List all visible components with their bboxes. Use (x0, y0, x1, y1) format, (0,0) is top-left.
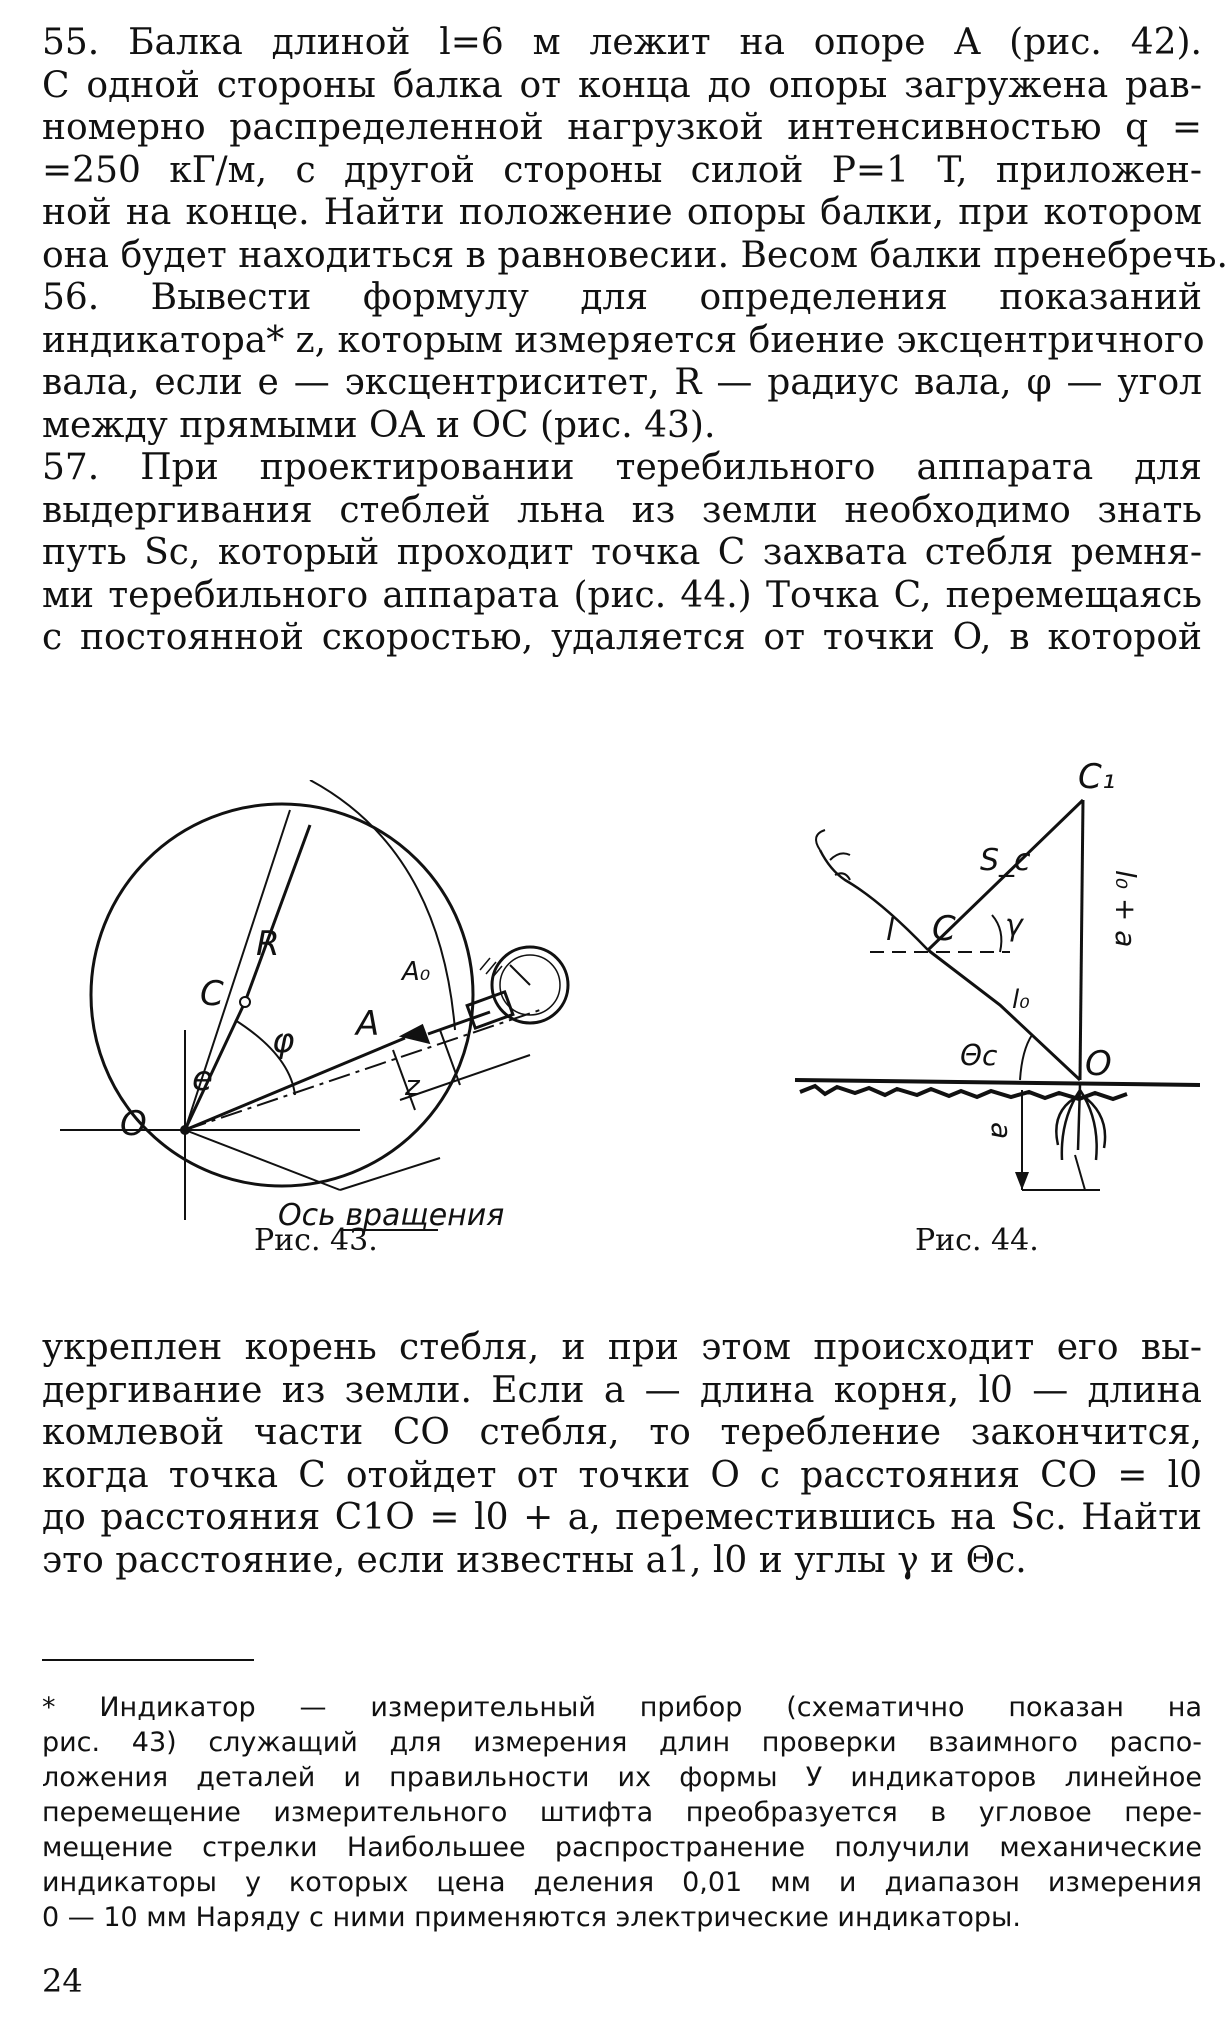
label-theta: Θc (960, 1039, 998, 1072)
label-C: C (200, 974, 224, 1014)
footnote-line: мещение стрелки Наибольшее распространение получили механические (42, 1832, 1202, 1863)
problem-57-line: с постоянной скоростью, удаляется от точки O, в которой (42, 617, 1202, 658)
figure-44-caption: Рис. 44. (915, 1223, 1039, 1258)
label-l0: l₀ (1012, 985, 1030, 1015)
figure-44-flax-pulling-diagram (760, 750, 1200, 1210)
footnote (42, 1690, 1202, 1935)
problem-55-line: =250 кГ/м, с другой стороны силой P=1 T, приложен- (42, 149, 1202, 191)
label-z: z (405, 1069, 420, 1102)
footnote-line: * Индикатор — измерительный прибор (схематично показан на (42, 1692, 1202, 1723)
label-l: l (886, 913, 895, 948)
page-number: 24 (42, 1962, 83, 2000)
label-A0: A₀ (402, 957, 431, 987)
problem-56-line: индикатора* z, которым измеряется биение эксцентричного (42, 319, 1205, 361)
footnote-line: 0 — 10 мм Наряду с ними применяются электрические индикаторы. (42, 1902, 1021, 1933)
label-A: A (356, 1004, 380, 1044)
label-a: a (985, 1122, 1018, 1140)
problem-57-line: путь Sc, который проходит точка C захвата стебля ремня- (42, 532, 1202, 573)
footnote-divider (42, 1659, 254, 1661)
footnote-line: ложения деталей и правильности их формы У индикаторов линейное (42, 1762, 1202, 1793)
label-C: C (932, 909, 956, 949)
problem-56-line: 56. Вывести формулу для определения показаний (42, 277, 1202, 318)
problem-57-line: укреплен корень стебля, и при этом происходит его вы- (42, 1327, 1202, 1368)
problem-57-line: 57. При проектировании теребильного аппарата для (42, 447, 1202, 488)
label-R: R (256, 924, 280, 964)
label-l0-plus-a: l₀ + a (1109, 870, 1142, 948)
problem-57 (42, 447, 1202, 660)
label-e: e (192, 1059, 213, 1099)
label-Sc: S_c (980, 843, 1031, 878)
problem-55-line: 55. Балка длиной l=6 м лежит на опоре A (рис. 42). (42, 22, 1202, 63)
problem-55-line: ной на конце. Найти положение опоры балки, при котором (42, 192, 1202, 233)
footnote-line: перемещение измерительного штифта преобразуется в угловое пере- (42, 1797, 1202, 1828)
footnote-line: рис. 43) служащий для измерения длин проверки взаимного распо- (42, 1727, 1202, 1758)
problem-55-line: С одной стороны балка от конца до опоры загружена рав- (42, 64, 1202, 106)
problem-57-line: когда точка C отойдет от точки O с расстояния CO = l0 (42, 1454, 1202, 1496)
problem-55-line: она будет находиться в равновесии. Весом балки пренебречь. (42, 234, 1228, 276)
problem-57-line: дергивание из земли. Если a — длина корня, l0 — длина (42, 1369, 1202, 1411)
footnote-line: индикаторы у которых цена деления 0,01 мм и диапазон измерения (42, 1867, 1202, 1898)
label-phi: φ (272, 1021, 295, 1061)
problem-57-line: это расстояние, если известны a1, l0 и углы γ и Θc. (42, 1539, 1027, 1581)
figure-43-caption: Рис. 43. (254, 1223, 378, 1258)
label-O: O (120, 1104, 147, 1144)
problem-55-line: номерно распределенной нагрузкой интенсивностью q = (42, 107, 1202, 148)
label-gamma: γ (1005, 908, 1023, 943)
label-rotation-axis: Ось вращения (278, 1198, 505, 1233)
problem-57-line: до расстояния C1O = l0 + a, переместившись на Sc. Найти (42, 1497, 1202, 1538)
problem-57-line: выдергивания стеблей льна из земли необходимо знать (42, 489, 1202, 531)
label-O: O (1085, 1044, 1112, 1084)
problem-56-line: между прямыми OA и OC (рис. 43). (42, 404, 716, 446)
problem-57-line: комлевой части CO стебля, то теребление закончится, (42, 1412, 1202, 1453)
problem-57-continuation (42, 1327, 1202, 1582)
problem-57-line: ми теребильного аппарата (рис. 44.) Точка C, перемещаясь (42, 574, 1202, 616)
problem-56-line: вала, если e — эксцентриситет, R — радиус вала, φ — угол (42, 362, 1202, 403)
label-C1: C₁ (1078, 757, 1116, 797)
shaft-circle (91, 804, 473, 1186)
problem-56 (42, 277, 1205, 447)
problem-55 (42, 22, 1228, 277)
figure-43-eccentric-shaft-diagram (60, 780, 620, 1250)
